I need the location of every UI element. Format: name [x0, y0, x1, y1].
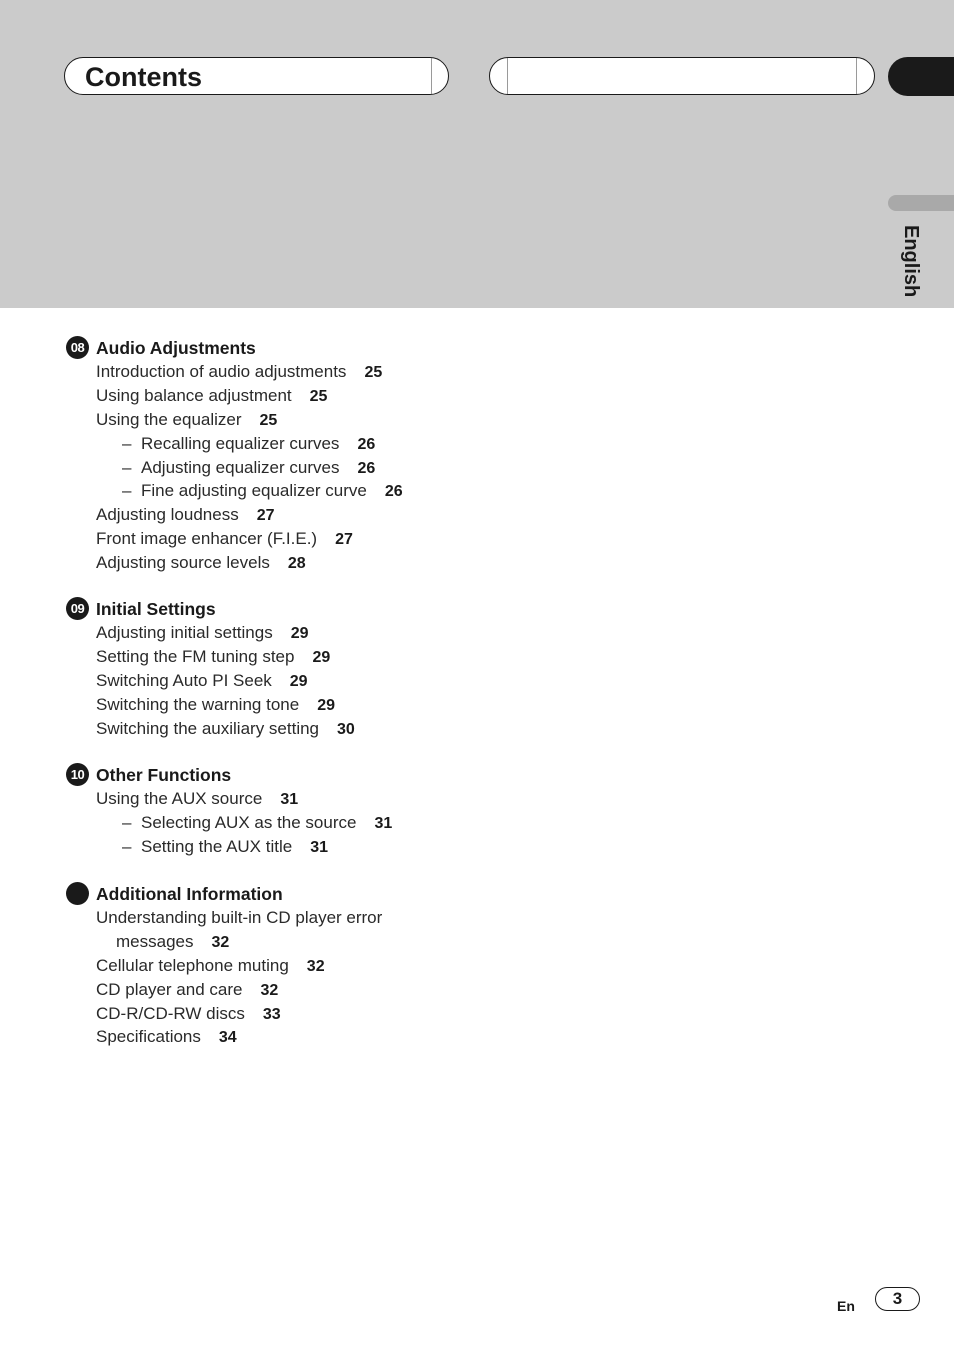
section-number-badge: 09	[66, 597, 89, 620]
toc-entry-page-number: 34	[218, 1029, 237, 1047]
toc-entry-page-number: 29	[312, 648, 331, 666]
toc-entry[interactable]	[66, 693, 566, 717]
toc-entry[interactable]	[66, 645, 566, 669]
toc-entry-page-number: 32	[211, 933, 230, 951]
toc-entry-label: Setting the FM tuning step	[96, 646, 295, 666]
language-tab-marker	[888, 195, 954, 211]
title-box	[64, 57, 449, 95]
toc-entry[interactable]	[66, 954, 566, 978]
toc-entry[interactable]	[66, 1002, 566, 1026]
toc-entry[interactable]	[66, 384, 566, 408]
toc-entry-label: Understanding built-in CD player error	[96, 908, 383, 927]
toc-entry[interactable]	[66, 432, 566, 456]
header-band	[0, 0, 954, 308]
toc-entry-page-number: 26	[357, 459, 376, 477]
toc-entry-label: Fine adjusting equalizer curve	[141, 481, 367, 501]
toc-section-initial-settings	[66, 597, 566, 740]
section-entry-list	[66, 621, 566, 740]
toc-entry-page-number: 31	[310, 838, 328, 856]
section-heading	[66, 882, 566, 906]
toc-entry-page-number: 32	[260, 981, 279, 999]
toc-entry[interactable]	[66, 408, 566, 432]
section-number-badge: 10	[66, 763, 89, 786]
section-entry-list	[66, 360, 566, 575]
toc-entry[interactable]	[66, 717, 566, 741]
toc-entry-page-number: 28	[287, 555, 306, 573]
section-heading	[66, 336, 566, 360]
toc-section-other-functions	[66, 763, 566, 859]
toc-entry-page-number: 30	[337, 720, 355, 738]
toc-entry[interactable]	[66, 503, 566, 527]
toc-section-audio-adjustments	[66, 336, 566, 575]
blank-box-divider-right	[856, 58, 857, 94]
sub-entry-dash: –	[122, 812, 132, 832]
toc-entry-label: Introduction of audio adjustments	[96, 362, 347, 381]
section-title: Audio Adjustments	[96, 338, 256, 358]
toc-entry-page-number: 27	[335, 531, 353, 549]
toc-entry-label: Adjusting source levels	[96, 553, 270, 573]
toc-entry-page-number: 26	[357, 435, 376, 453]
toc-entry-page-number: 25	[259, 411, 278, 429]
section-entry-list	[66, 906, 566, 1049]
toc-entry[interactable]	[66, 621, 566, 645]
sub-entry-dash: –	[122, 836, 132, 856]
toc-entry-label: Using the AUX source	[96, 789, 263, 808]
toc-entry-page-number: 32	[306, 957, 325, 975]
toc-entry-label: Cellular telephone muting	[96, 955, 289, 975]
toc-entry[interactable]	[66, 811, 566, 835]
toc-entry-label: CD-R/CD-RW discs	[96, 1003, 245, 1023]
toc-entry-page-number: 29	[290, 625, 309, 642]
toc-entry[interactable]	[66, 787, 566, 811]
toc-entry[interactable]	[66, 669, 566, 693]
section-title: Other Functions	[96, 765, 232, 785]
toc-entry-label: messages	[116, 931, 194, 951]
toc-entry-page-number: 31	[280, 791, 299, 808]
toc-entry-label: Selecting AUX as the source	[141, 812, 357, 832]
section-entry-list	[66, 787, 566, 859]
section-number-badge	[66, 882, 89, 905]
toc-entry[interactable]	[66, 906, 566, 930]
section-heading	[66, 763, 566, 787]
sub-entry-dash: –	[122, 481, 132, 501]
toc-entry[interactable]	[66, 1025, 566, 1049]
toc-entry-page-number: 29	[317, 696, 335, 714]
sub-entry-dash: –	[122, 433, 132, 453]
toc-entry-page-number: 25	[364, 364, 383, 381]
blank-box-divider-left	[507, 58, 508, 94]
toc-entry-label: Switching the warning tone	[96, 694, 300, 714]
toc-entry[interactable]	[66, 930, 566, 954]
section-number-badge: 08	[66, 336, 89, 359]
chapter-tab-marker	[888, 57, 954, 96]
toc-entry-label: Using the equalizer	[96, 409, 242, 429]
section-title: Additional Information	[96, 884, 283, 904]
toc-entry[interactable]	[66, 978, 566, 1002]
footer-language-code: En	[837, 1298, 855, 1314]
toc-entry-label: Front image enhancer (F.I.E.)	[96, 529, 318, 549]
toc-section-additional-information	[66, 882, 566, 1049]
language-tab-label: English	[900, 225, 922, 298]
sub-entry-dash: –	[122, 457, 132, 477]
page-number: 3	[875, 1287, 920, 1311]
toc-entry[interactable]	[66, 835, 566, 859]
toc-entry-page-number: 29	[289, 672, 308, 690]
toc-entry-label: Adjusting loudness	[96, 505, 239, 525]
toc-entry-label: Switching the auxiliary setting	[96, 718, 320, 738]
toc-entry-label: Switching Auto PI Seek	[96, 670, 272, 690]
toc-entry-page-number: 25	[309, 387, 328, 405]
toc-entry[interactable]	[66, 527, 566, 551]
toc-entry[interactable]	[66, 551, 566, 575]
toc-entry-page-number: 26	[384, 483, 403, 501]
toc-entry[interactable]	[66, 456, 566, 480]
blank-header-box	[489, 57, 875, 95]
toc-entry-page-number: 27	[256, 507, 275, 525]
toc-entry-label: Setting the AUX title	[141, 836, 293, 856]
title-box-divider	[431, 58, 432, 94]
toc-entry-label: Specifications	[96, 1027, 201, 1047]
section-heading	[66, 597, 566, 621]
toc-entry[interactable]	[66, 479, 566, 503]
toc-entry-label: Adjusting equalizer curves	[141, 457, 340, 477]
page-title: Contents	[85, 62, 202, 92]
toc-entry-label: Recalling equalizer curves	[141, 433, 340, 453]
toc-entry-page-number: 31	[374, 814, 393, 832]
toc-entry-label: CD player and care	[96, 979, 243, 999]
toc-entry[interactable]	[66, 360, 566, 384]
toc-entry-label: Using balance adjustment	[96, 385, 292, 405]
toc-entry-label: Adjusting initial settings	[96, 623, 273, 642]
toc-entry-page-number: 33	[262, 1005, 281, 1023]
section-title: Initial Settings	[96, 599, 216, 619]
